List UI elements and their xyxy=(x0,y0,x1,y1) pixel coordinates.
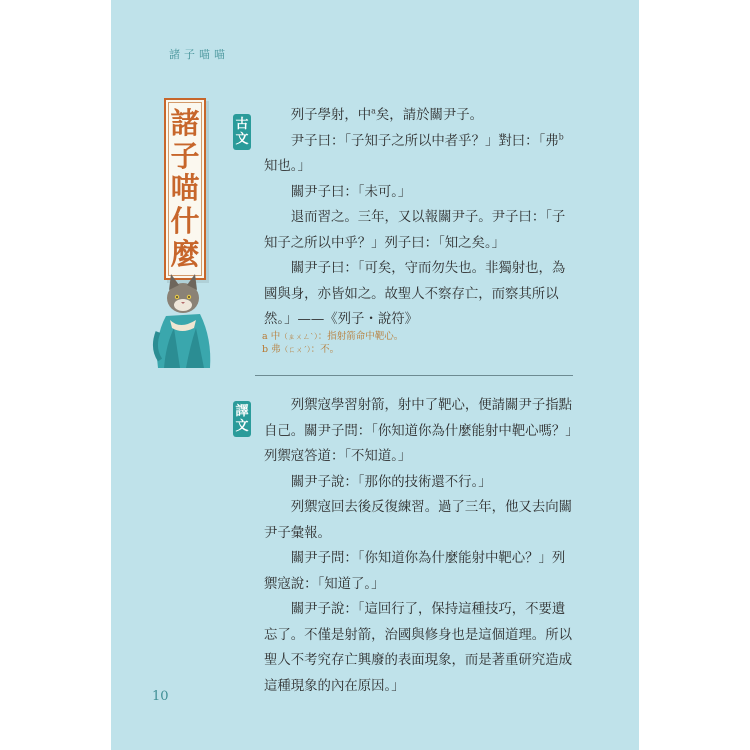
translation-paragraph: 關尹子說：「那你的技術還不行。」 xyxy=(290,474,492,490)
title-char: 麼 xyxy=(170,237,200,272)
title-char: 什 xyxy=(170,204,200,239)
footnote-gloss: ：不。 xyxy=(310,343,340,355)
footnote-char: 中 xyxy=(270,331,281,342)
footnote-marker: b xyxy=(558,132,564,142)
tag-char: 文 xyxy=(235,419,249,434)
tag-char: 文 xyxy=(235,132,249,147)
footnotes xyxy=(262,331,582,356)
original-paragraph: 關尹子曰：「可矣，守而勿失也。非獨射也，為國與身，亦皆如之。故聖人不察存亡，而察其所以然。」——《列子・說符》 xyxy=(264,261,566,327)
section-divider xyxy=(255,375,573,376)
text-run: 矣，請於關尹子。 xyxy=(375,108,484,123)
original-paragraph xyxy=(264,129,576,180)
footnote-char: 弗 xyxy=(271,343,281,355)
original-text-block xyxy=(264,103,576,333)
footnote-b xyxy=(262,344,582,357)
footnote-a xyxy=(262,331,582,344)
text-run: 知也。」 xyxy=(264,159,311,174)
footnote-marker: a xyxy=(262,331,268,342)
text-run: 列子學射，中 xyxy=(290,108,372,123)
translation-paragraph: 列禦寇回去後反復練習。過了三年，他又去向關尹子彙報。 xyxy=(264,500,572,541)
running-head: 諸子喵喵 xyxy=(169,48,229,61)
title-char: 諸 xyxy=(170,105,200,140)
tag-char: 譯 xyxy=(235,404,249,419)
footnote-gloss: ：指射箭命中靶心。 xyxy=(317,331,404,342)
translation-paragraph: 關尹子說：「這回行了，保持這種技巧，不要遺忘了。不僅是射箭，治國與修身也是這個道理。所以聖人不考究存亡興廢的表面現象，而是著重研究造成這種現象的內在原因。」 xyxy=(264,602,572,694)
footnote-pronunciation: （ㄓㄨㄥˋ） xyxy=(280,332,318,341)
original-text-tag xyxy=(233,114,251,150)
cat-scholar-illustration xyxy=(150,268,218,372)
footnote-marker: a xyxy=(371,106,376,116)
translation-paragraph: 列禦寇學習射箭，射中了靶心，便請關尹子指點自己。關尹子問：「你知道你為什麼能射中靶心嗎？」列禦寇答道：「不知道。」 xyxy=(264,398,572,464)
title-box-inner xyxy=(168,102,202,276)
translation-tag xyxy=(233,401,251,437)
translation-paragraph: 關尹子問：「你知道你為什麼能射中靶心？」列禦寇說：「知道了。」 xyxy=(264,551,566,592)
original-paragraph xyxy=(264,103,576,129)
translation-text-block xyxy=(264,393,576,699)
title-char: 子 xyxy=(170,138,200,173)
title-char: 喵 xyxy=(170,171,200,206)
footnote-marker: b xyxy=(262,343,269,355)
title-box xyxy=(164,98,206,280)
original-paragraph: 關尹子曰：「未可。」 xyxy=(290,184,412,200)
text-run: 尹子曰：「子知子之所以中者乎？」對曰：「弗 xyxy=(290,133,559,149)
original-paragraph: 退而習之。三年，又以報關尹子。尹子曰：「子知子之所以中乎？」列子曰：「知之矣。」 xyxy=(264,210,566,251)
page-number: 10 xyxy=(152,689,169,704)
footnote-pronunciation: （ㄈㄨˊ） xyxy=(280,344,311,354)
tag-char: 古 xyxy=(235,117,249,132)
